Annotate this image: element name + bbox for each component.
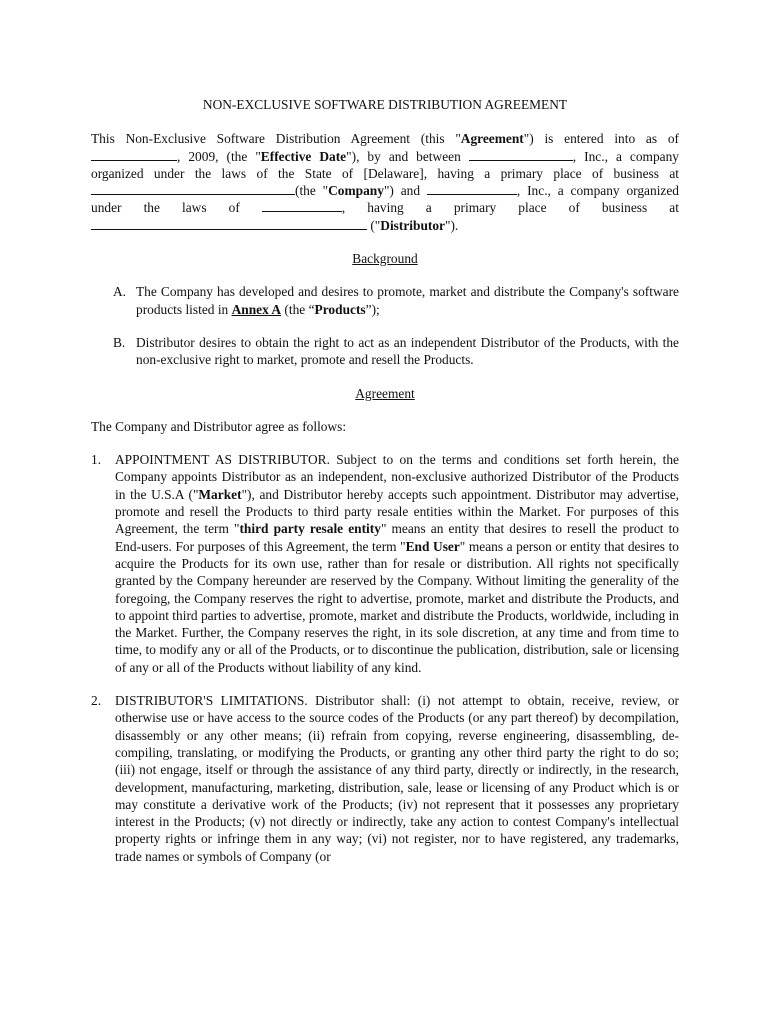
clause-text: "), and Distributor hereby accepts such appointment. Distributor may advertise, promote and resell the Products to third party resale entities within the Market. For purposes of this Agreement, the term " [115, 486, 679, 537]
preamble-text-9: , having a primary place of business at [341, 200, 679, 216]
preamble-text-8: , Inc., a company organized under the laws of [91, 183, 679, 216]
preamble-text-4: "), by and between [346, 148, 461, 164]
agreement-intro: The Company and Distributor agree as follows: [91, 418, 347, 434]
products-term: Products [314, 301, 366, 317]
recital-text-end: ”); [365, 301, 380, 317]
clauses-list [91, 451, 679, 865]
jurisdiction-blank [262, 199, 342, 212]
agreement-heading-text: Agreement [355, 385, 415, 401]
clause-appointment [91, 451, 679, 676]
recital-b [91, 334, 679, 369]
background-heading [91, 250, 679, 267]
effective-date-term: Effective Date [260, 148, 347, 164]
company-term: Company [328, 183, 384, 199]
third-party-resale-entity-term: third party resale entity [239, 521, 381, 537]
clause-text: APPOINTMENT AS DISTRIBUTOR. Subject to on the terms and conditions set forth herein, the Company appoints Distributor as an independent, non-exclusive authorized Distributor of the Products in the U.S.A (" [115, 452, 679, 502]
end-user-term: End User [405, 538, 460, 554]
clause-marker: 2. [91, 693, 102, 709]
document-title: NON-EXCLUSIVE SOFTWARE DISTRIBUTION AGREEMENT [202, 97, 568, 112]
market-term: Market [198, 486, 242, 502]
clause-marker: 1. [91, 452, 102, 468]
clause-text: " means a person or entity that desires to acquire the Products for its own use, rather than for resale or distribution. All rights not specifically granted by the Company hereunder are reserved by the Company. Without limiting the generality of the foregoing, the Company reserves the right to advertise, promote, market and distribute the Products, and to appoint third parties to advertise, promote, market and distribute the Products, worldwide, including in the Market. Further, the Company reserves the right, in its sole discretion, at any time and from time to time, to modify any or all of the Products, or to discontinue the publication, distribution, sale or licensing of any or all of the Products without liability of any kind. [115, 538, 679, 675]
preamble-text-1: This Non-Exclusive Software Distribution Agreement (this " [91, 131, 461, 147]
recital-a [91, 283, 679, 318]
clause-limitations [91, 692, 679, 865]
clause-text: DISTRIBUTOR'S LIMITATIONS. Distributor shall: (i) not attempt to obtain, receive, review, or otherwise use or have access to the source codes of the Products (or any part thereof) by decompilation, disassembly or any other means; (ii) refrain from copying, reverse engineering, disassembling, de-compiling, translating, or modifying the Products, or granting any other third party the right to do so; (iii) not engage, itself or through the assistance of any third party, directly or indirectly, in the research, development, manufacturing, marketing, distribution, sale, lease or licensing of any Product which is or may constitute a derivative work of the Products; (iv) not represent that it possesses any proprietary interest in the Products; (v) not directly or indirectly, take any action to contest Company's intellectual property rights or infringe them in any way; (vi) not register, nor to have registered, any trademarks, trade names or symbols of Company (or [115, 693, 679, 864]
annex-a-reference: Annex A [231, 301, 282, 317]
preamble-text-7: ") and [383, 183, 421, 199]
preamble [91, 130, 679, 234]
preamble-text-6: (the " [295, 183, 329, 199]
recital-text: Distributor desires to obtain the right to act as an independent Distributor of the Products, with the non-exclusive right to market, promote and resell the Products. [136, 334, 679, 368]
company-address-blank [91, 182, 295, 195]
date-blank [91, 148, 177, 161]
preamble-text-10: (" [367, 217, 381, 233]
recitals-list [91, 283, 679, 368]
preamble-text-3: , 2009, (the " [177, 148, 261, 164]
preamble-text-5: , Inc., a company organized under the laws of the State of [Delaware], having a primary place of business at [91, 148, 679, 181]
distributor-term: Distributor [380, 217, 445, 233]
recital-text: The Company has developed and desires to promote, market and distribute the Company's software products listed in [136, 284, 679, 317]
background-heading-text: Background [352, 251, 418, 267]
recital-text-mid: (the “ [281, 301, 315, 317]
preamble-text-2: ") is entered into as of [523, 131, 679, 147]
distributor-address-blank [91, 217, 367, 230]
preamble-text-11: "). [445, 217, 459, 233]
clause-text: " means an entity that desires to resell the product to End-users. For purposes of this Agreement, the term " [115, 521, 679, 554]
company-name-blank [469, 148, 573, 161]
recital-marker: B. [113, 334, 126, 350]
agreement-term: Agreement [460, 131, 524, 147]
distributor-name-blank [427, 182, 517, 195]
recital-marker: A. [113, 284, 127, 300]
agreement-heading [91, 385, 679, 402]
